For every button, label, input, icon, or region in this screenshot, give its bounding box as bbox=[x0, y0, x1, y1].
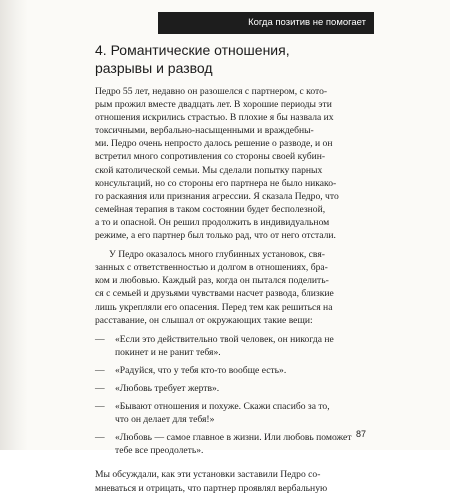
text-line: ской католической семьи. Мы сделали попытку парных bbox=[95, 164, 323, 176]
paragraph-2 bbox=[95, 248, 367, 327]
text-line: «Бывают отношения и похуже. Скажи спасибо за то, bbox=[115, 401, 330, 413]
text-line: занных с ответственностью и долгом в отношениях, бра- bbox=[95, 262, 328, 274]
text-line: Педро 55 лет, недавно он разошелся с партнером, с кото- bbox=[95, 86, 328, 97]
quote-dash: — bbox=[95, 401, 105, 413]
text-line: «Радуйся, что у тебя кто-то вообще есть». bbox=[115, 364, 287, 376]
text-line: «Если это действительно твой человек, он никогда не bbox=[115, 333, 334, 345]
page-number: 87 bbox=[355, 429, 366, 439]
running-header: Когда позитив не помогает bbox=[158, 12, 374, 34]
text-line: а то и опасной. Он решил продолжить в индивидуальном bbox=[95, 216, 330, 228]
text-line: мневаться и отрицать, что партнер проявлял вербальную bbox=[95, 482, 328, 494]
chapter-title-line: разрывы и развод bbox=[95, 60, 213, 76]
text-line: Мы обсуждали, как эти установки заставили Педро со- bbox=[95, 469, 321, 481]
quote-item bbox=[95, 364, 367, 377]
quote-item bbox=[95, 400, 367, 426]
text-line: ся с семьей и друзьями чувствами насчет развода, близкие bbox=[95, 288, 334, 300]
text-line: встретил много сопротивления со стороны своей кубин- bbox=[95, 151, 326, 163]
text-line: отношения искрились страстью. В плохие я бы назвала их bbox=[95, 112, 334, 124]
text-line: «Любовь требует жертв». bbox=[115, 382, 220, 394]
text-line: токсичными, вербально-насыщенными и враждебны- bbox=[95, 125, 314, 137]
text-line: рым прожил вместе двадцать лет. В хорошие периоды эти bbox=[95, 99, 332, 111]
quote-list bbox=[95, 333, 367, 458]
text-line: лишь укрепляли его опасения. Перед тем как решиться на bbox=[95, 301, 333, 313]
quote-dash: — bbox=[95, 432, 105, 444]
text-line: го раскаяния или признания агрессии. Я сказала Педро, что bbox=[95, 190, 339, 202]
text-line: ми. Педро очень непросто далось решение о разводе, и он bbox=[95, 138, 333, 150]
text-line: расставание, он слышал от окружающих такие вещи: bbox=[95, 314, 313, 326]
text-line: режиме, а его партнер был только рад, что от него отстали. bbox=[95, 230, 336, 242]
quote-item bbox=[95, 431, 367, 457]
quote-item bbox=[95, 333, 367, 359]
text-line: ком и любовью. Каждый раз, когда он пытался поделить- bbox=[95, 275, 329, 287]
text-line: что он делает для тебя!» bbox=[115, 414, 215, 426]
text-line: семейная терапия в таком состоянии будет бесполезной, bbox=[95, 203, 326, 215]
quote-dash: — bbox=[95, 364, 105, 376]
text-line: консультаций, но со стороны его партнера не было никако- bbox=[95, 177, 337, 189]
text-line: «Любовь — самое главное в жизни. Или любовь поможет bbox=[115, 432, 352, 444]
chapter-title-line: 4. Романтические отношения, bbox=[95, 42, 290, 58]
body-text bbox=[95, 85, 367, 495]
text-line: У Педро оказалось много глубинных установок, свя- bbox=[109, 249, 325, 261]
text-line: тебе все преодолеть». bbox=[115, 445, 204, 457]
closing-paragraph bbox=[95, 468, 367, 494]
paragraph-1 bbox=[95, 85, 367, 242]
text-line: покинет и не ранит тебя». bbox=[115, 346, 221, 358]
quote-item bbox=[95, 382, 367, 395]
quote-dash: — bbox=[95, 382, 105, 394]
chapter-title bbox=[95, 41, 367, 77]
page-gutter-shadow bbox=[0, 0, 28, 450]
quote-dash: — bbox=[95, 333, 105, 345]
